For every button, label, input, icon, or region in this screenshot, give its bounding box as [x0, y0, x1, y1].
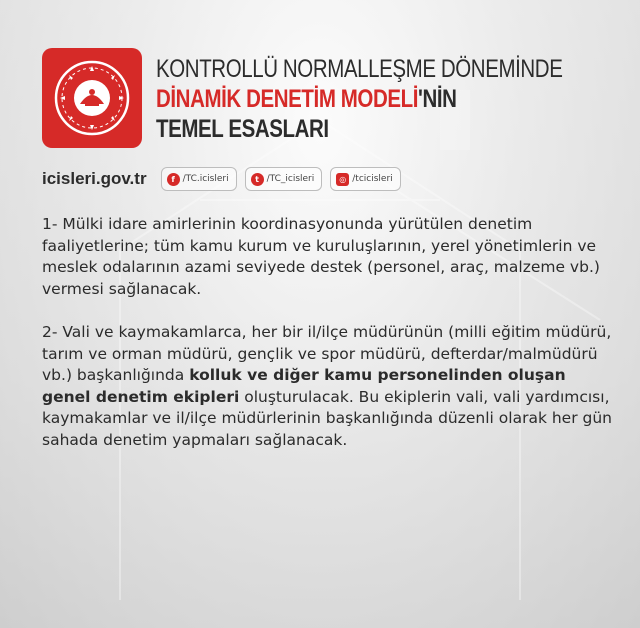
instagram-icon: ◎ [336, 173, 349, 186]
paragraph-2-end: oluşturulacak. Bu ekiplerin vali, vali yardımcısı, kaymakamlar ve il/ilçe müdürlerinin başkanlığında düzenli olarak her gün sahada denetim yapmaları sağlanacak. [42, 387, 612, 449]
title-line-3: TEMEL ESASLARI [156, 115, 329, 143]
title-line-2 [156, 84, 562, 114]
facebook-handle: /TC.icisleri [182, 174, 229, 184]
title-line-1: KONTROLLÜ NORMALLEŞME DÖNEMİNDE [156, 55, 563, 83]
social-row [42, 165, 409, 193]
title-highlight: DİNAMİK DENETİM MODELİ [156, 85, 419, 113]
instagram-link[interactable] [330, 167, 400, 191]
paragraph-2-start: 2- Vali ve kaymakamlarca, her bir il/ilçe müdürünün (milli eğitim müdürü, tarım ve orman müdürü, gençlik ve spor müdürü, defterdar/malmüdürü vb.) başkanlığında [42, 323, 612, 384]
paragraph-2-bold: kolluk ve diğer kamu personelinden oluşan genel denetim ekipleri [42, 366, 566, 406]
facebook-link[interactable] [161, 167, 237, 191]
title-block [156, 54, 640, 144]
content-body [42, 214, 617, 473]
twitter-handle: /TC_icisleri [266, 174, 315, 184]
paragraph-2 [42, 322, 617, 451]
facebook-icon: f [167, 173, 180, 186]
ministry-emblem-icon [50, 56, 134, 140]
ministry-logo [42, 48, 142, 148]
twitter-link[interactable] [245, 167, 323, 191]
instagram-handle: /tcicisleri [352, 174, 393, 184]
title-suffix: 'NİN [418, 85, 457, 113]
website-link[interactable]: icisleri.gov.tr [42, 169, 147, 188]
twitter-icon: t [251, 173, 264, 186]
paragraph-1: 1- Mülki idare amirlerinin koordinasyonunda yürütülen denetim faaliyetlerine; tüm kamu kurum ve kuruluşlarının, yerel yönetimlerin ve meslek odalarının azami seviyede destek (personel, araç, malzeme vb.) vermesi sağlanacak. [42, 215, 600, 298]
